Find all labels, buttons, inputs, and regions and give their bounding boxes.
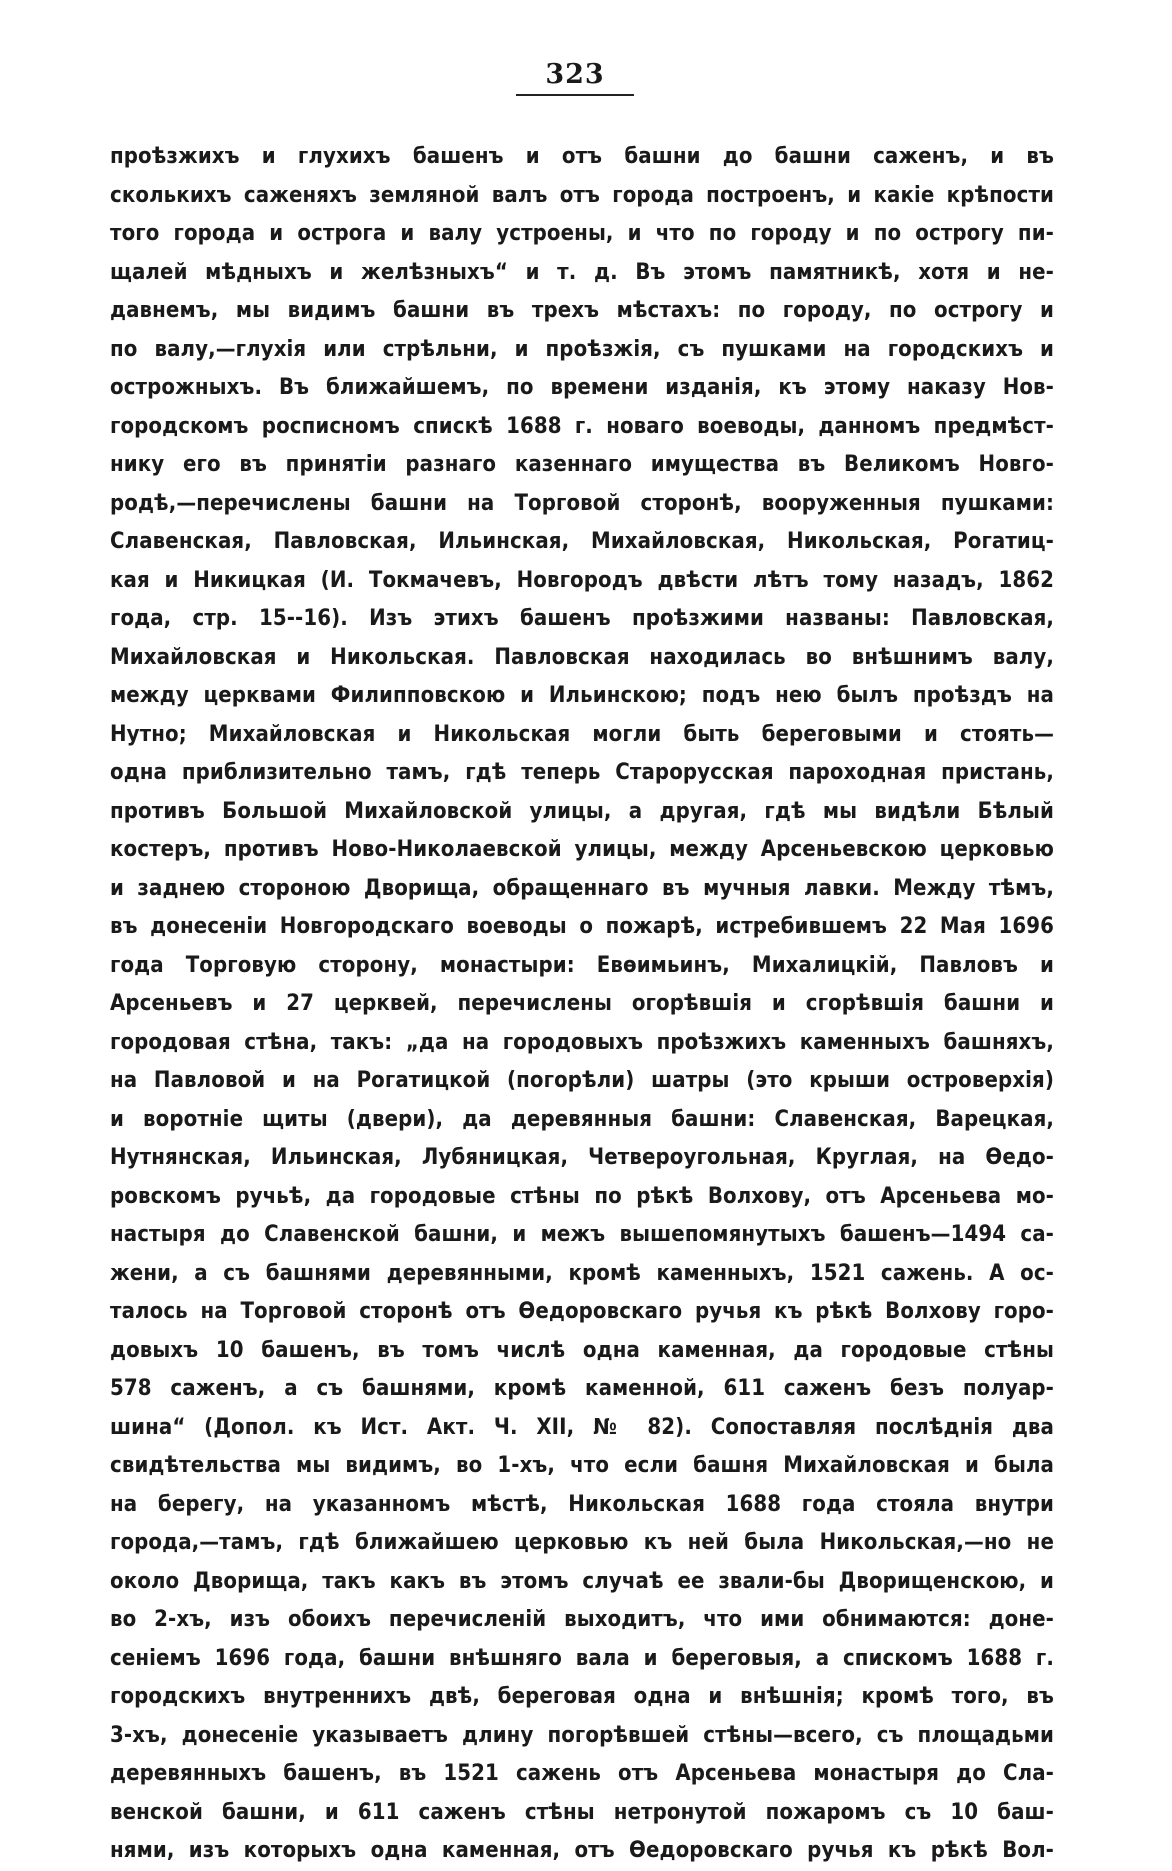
text-line: Нутнянская, Ильинская, Лубяницкая, Четвероугольная, Круглая, на Ѳедо-	[110, 1145, 1054, 1170]
text-line: городскомъ росписномъ спискѣ 1688 г. новаго воеводы, данномъ предмѣст-	[110, 413, 1054, 439]
text-line: шина“ (Допол. къ Ист. Акт. Ч. XII, № 82). Сопоставляя послѣднія два	[110, 1414, 1054, 1440]
text-line: въ донесеніи Новгородскаго воеводы о пожарѣ, истребившемъ 22 Мая 1696	[110, 914, 1054, 939]
text-line: проѣзжихъ и глухихъ башенъ и отъ башни до башни саженъ, и въ	[110, 144, 1054, 169]
text-line: талось на Торговой сторонѣ отъ Ѳедоровскаго ручья къ рѣкѣ Волхову горо-	[110, 1299, 1054, 1324]
text-line: 3-хъ, донесеніе указываетъ длину погорѣвшей стѣны—всего, съ площадьми	[110, 1722, 1054, 1748]
text-line: острожныхъ. Въ ближайшемъ, по времени изданія, къ этому наказу Нов-	[110, 375, 1054, 400]
text-line: сеніемъ 1696 года, башни внѣшняго вала и береговыя, а спискомъ 1688 г.	[110, 1645, 1054, 1671]
text-line: давнемъ, мы видимъ башни въ трехъ мѣстахъ: по городу, по острогу и	[110, 298, 1054, 323]
text-line: родѣ,—перечислены башни на Торговой сторонѣ, вооруженныя пушками:	[110, 490, 1054, 516]
text-line: сколькихъ саженяхъ земляной валъ отъ города построенъ, и какіе крѣпости	[110, 182, 1054, 208]
text-line: костеръ, противъ Ново-Николаевской улицы, между Арсеньевскою церковью	[110, 837, 1054, 862]
header-rule	[516, 94, 634, 96]
text-line: городскихъ внутреннихъ двѣ, береговая одна и внѣшнія; кромѣ того, въ	[110, 1684, 1054, 1709]
text-line: нику его въ принятіи разнаго казеннаго имущества въ Великомъ Новго-	[110, 452, 1054, 477]
text-line: города,—тамъ, гдѣ ближайшею церковью къ ней была Никольская,—но не	[110, 1530, 1054, 1555]
text-line: настыря до Славенской башни, и межъ вышепомянутыхъ башенъ—1494 са-	[110, 1222, 1054, 1247]
page-number: 323	[545, 59, 605, 90]
page-header	[510, 60, 640, 96]
text-line: кая и Никицкая (И. Токмачевъ, Новгородъ двѣсти лѣтъ тому назадъ, 1862	[110, 567, 1054, 593]
text-line: венской башни, и 611 саженъ стѣны нетронутой пожаромъ съ 10 баш-	[110, 1799, 1054, 1825]
text-line: городовая стѣна, такъ: „да на городовыхъ проѣзжихъ каменныхъ башняхъ,	[110, 1029, 1054, 1055]
text-line: года, стр. 15--16). Изъ этихъ башенъ проѣзжими названы: Павловская,	[110, 606, 1054, 631]
body-text	[110, 138, 1054, 1871]
text-line: между церквами Филипповскою и Ильинскою; подъ нею былъ проѣздъ на	[110, 683, 1054, 708]
text-line: ровскомъ ручьѣ, да городовые стѣны по рѣкѣ Волхову, отъ Арсеньева мо-	[110, 1183, 1054, 1209]
text-line: и воротніе щиты (двери), да деревянныя башни: Славенская, Варецкая,	[110, 1106, 1054, 1132]
text-line: довыхъ 10 башенъ, въ томъ числѣ одна каменная, да городовые стѣны	[110, 1337, 1054, 1363]
text-line: того города и острога и валу устроены, и что по городу и по острогу пи-	[110, 221, 1054, 246]
text-line: щалей мѣдныхъ и желѣзныхъ“ и т. д. Въ этомъ памятникѣ, хотя и не-	[110, 259, 1054, 285]
text-line: на берегу, на указанномъ мѣстѣ, Никольская 1688 года стояла внутри	[110, 1491, 1054, 1517]
text-line: свидѣтельства мы видимъ, во 1-хъ, что если башня Михайловская и была	[110, 1453, 1054, 1478]
text-line: и заднею стороною Дворища, обращеннаго въ мучныя лавки. Между тѣмъ,	[110, 875, 1054, 901]
text-line: нями, изъ которыхъ одна каменная, отъ Ѳедоровскаго ручья къ рѣкѣ Вол-	[110, 1838, 1054, 1863]
text-line: на Павловой и на Рогатицкой (погорѣли) шатры (это крыши островерхія)	[110, 1068, 1054, 1093]
text-line: противъ Большой Михайловской улицы, а другая, гдѣ мы видѣли Бѣлый	[110, 798, 1054, 824]
text-line: Михайловская и Никольская. Павловская находилась во внѣшнимъ валу,	[110, 644, 1054, 670]
text-line: по валу,—глухія или стрѣльни, и проѣзжія, съ пушками на городскихъ и	[110, 336, 1054, 362]
text-line: жени, а съ башнями деревянными, кромѣ каменныхъ, 1521 сажень. А ос-	[110, 1260, 1054, 1286]
text-line: одна приблизительно тамъ, гдѣ теперь Старорусская пароходная пристань,	[110, 760, 1054, 785]
text-line: Славенская, Павловская, Ильинская, Михайловская, Никольская, Рогатиц-	[110, 529, 1054, 554]
text-line: деревянныхъ башенъ, въ 1521 сажень отъ Арсеньева монастыря до Сла-	[110, 1761, 1054, 1786]
text-line: Нутно; Михайловская и Никольская могли быть береговыми и стоять—	[110, 721, 1054, 747]
text-line: года Торговую сторону, монастыри: Евѳимьинъ, Михалицкій, Павловъ и	[110, 952, 1054, 978]
text-line: 578 саженъ, а съ башнями, кромѣ каменной, 611 саженъ безъ полуар-	[110, 1376, 1054, 1401]
text-line: во 2-хъ, изъ обоихъ перечисленій выходитъ, что ими обнимаются: доне-	[110, 1607, 1054, 1632]
text-line: около Дворища, такъ какъ въ этомъ случаѣ ее звали-бы Дворищенскою, и	[110, 1568, 1054, 1594]
text-line: Арсеньевъ и 27 церквей, перечислены огорѣвшія и сгорѣвшія башни и	[110, 991, 1054, 1016]
